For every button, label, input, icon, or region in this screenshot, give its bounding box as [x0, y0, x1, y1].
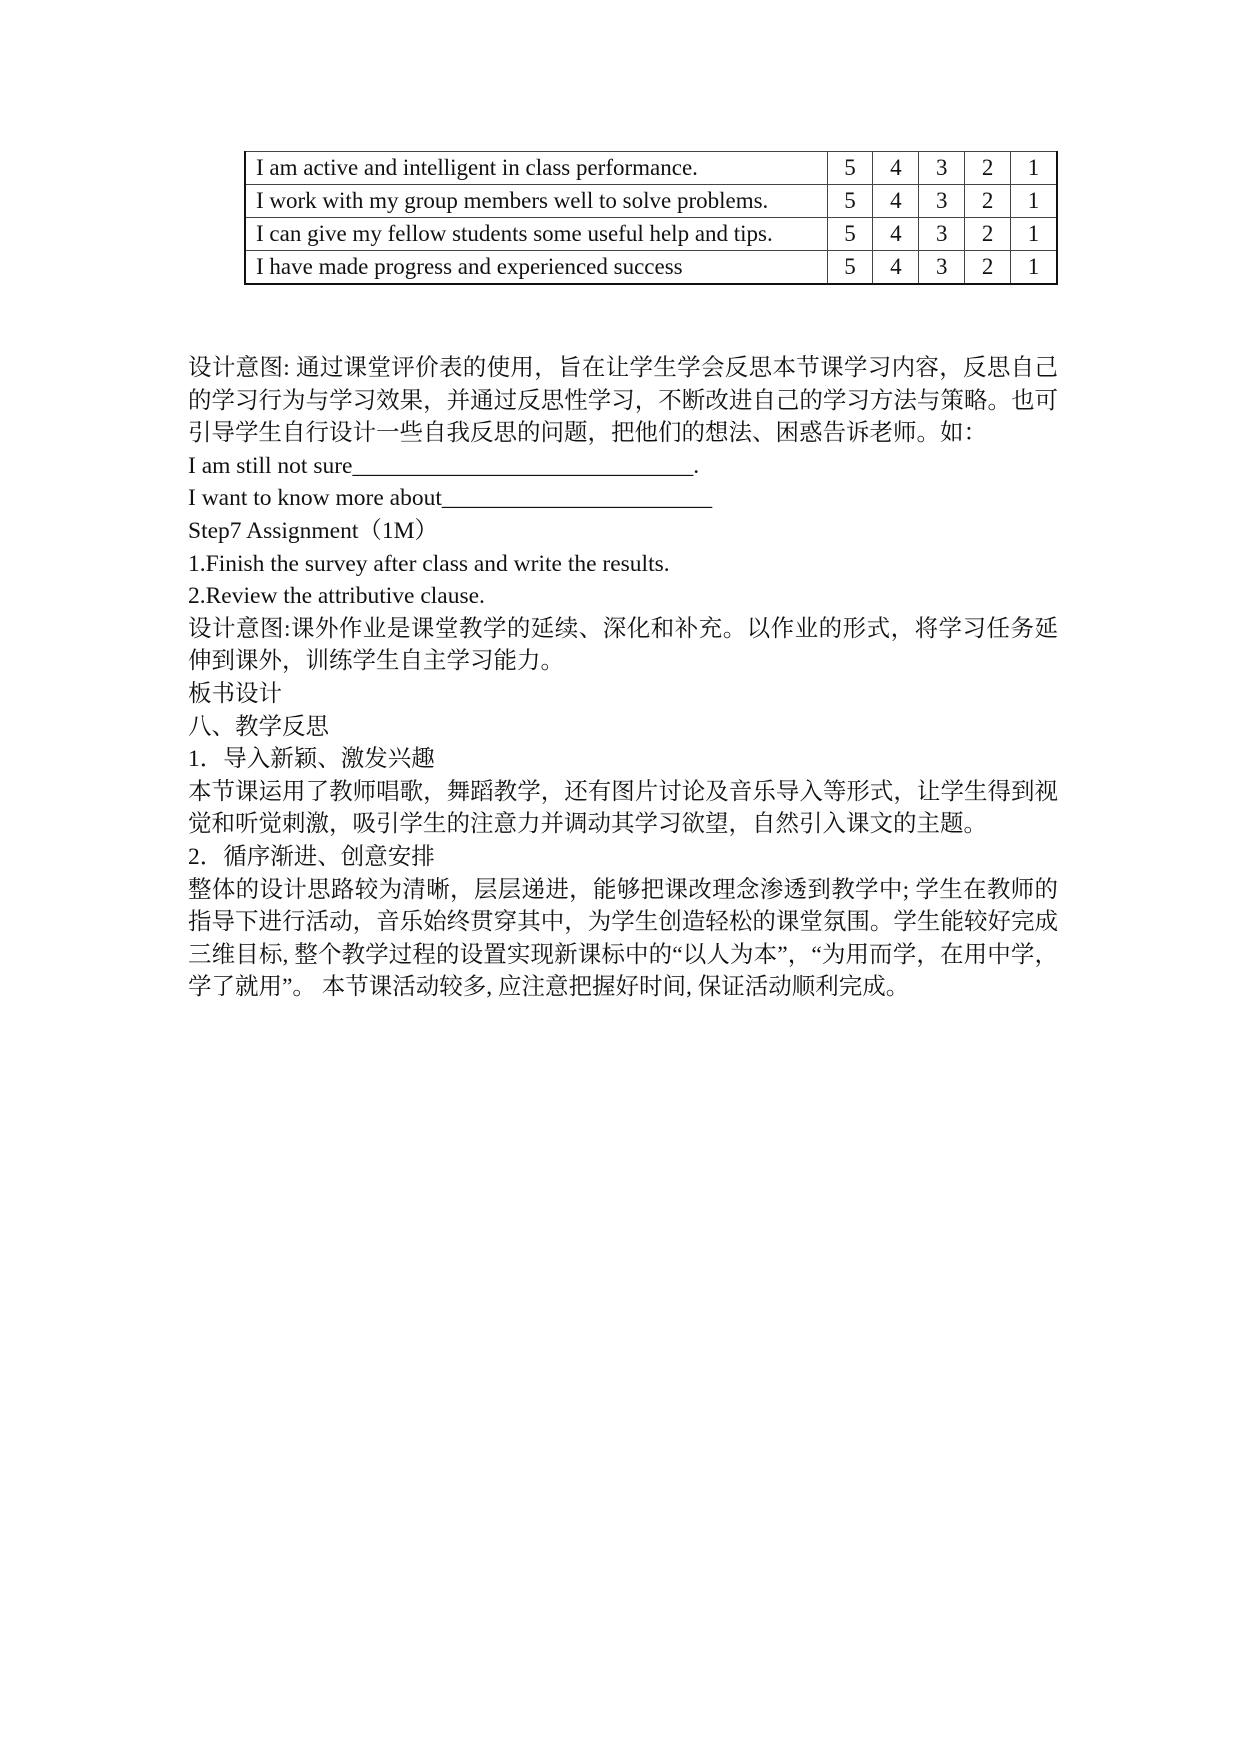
reflection-paragraph: 本节课运用了教师唱歌，舞蹈教学，还有图片讨论及音乐导入等形式，让学生得到视觉和听觉刺激，吸引学生的注意力并调动其学习欲望，自然引入课文的主题。	[188, 778, 1058, 838]
assignment-item: 2.Review the attributive clause.	[188, 583, 485, 610]
score-cell: 4	[873, 251, 919, 285]
step-heading: Step7 Assignment（1M）	[188, 517, 439, 544]
body-text	[188, 352, 1058, 1004]
statement-cell: I am active and intelligent in class performance.	[245, 152, 827, 185]
score-cell: 1	[1011, 251, 1057, 285]
score-cell: 4	[873, 218, 919, 251]
reflection-paragraph: 整体的设计思路较为清晰，层层递进，能够把课改理念渗透到教学中; 学生在教师的指导下进行活动，音乐始终贯穿其中，为学生创造轻松的课堂氛围。学生能较好完成三维目标, 整个教学过程的设置实现新课标中的“以人为本”，“为用而学，在用中学，学了就用”。 本节课活动较多, 应注意把握好时间, 保证活动顺利完成。	[188, 876, 1058, 1001]
score-cell: 3	[919, 251, 965, 285]
table-row	[245, 185, 1057, 218]
score-cell: 2	[965, 152, 1011, 185]
subsection-heading: 2．循序渐进、创意安排	[188, 843, 435, 870]
score-cell: 3	[919, 152, 965, 185]
section-heading: 八、教学反思	[188, 713, 329, 740]
statement-cell: I work with my group members well to solve problems.	[245, 185, 827, 218]
score-cell: 3	[919, 185, 965, 218]
score-cell: 5	[827, 152, 873, 185]
score-cell: 4	[873, 185, 919, 218]
self-evaluation-table	[244, 151, 1058, 285]
design-intent-paragraph: 设计意图: 通过课堂评价表的使用，旨在让学生学会反思本节课学习内容，反思自己的学习行为与学习效果，并通过反思性学习，不断改进自己的学习方法与策略。也可引导学生自行设计一些自我反思的问题，把他们的想法、困惑告诉老师。如：	[188, 355, 1058, 447]
score-cell: 4	[873, 152, 919, 185]
reflection-prompt-line: I want to know more about_______________________	[188, 485, 713, 512]
score-cell: 5	[827, 185, 873, 218]
score-cell: 1	[1011, 185, 1057, 218]
score-cell: 1	[1011, 152, 1057, 185]
statement-cell: I have made progress and experienced success	[245, 251, 827, 285]
table-row	[245, 152, 1057, 185]
score-cell: 5	[827, 251, 873, 285]
statement-cell: I can give my fellow students some useful help and tips.	[245, 218, 827, 251]
score-cell: 2	[965, 251, 1011, 285]
score-cell: 5	[827, 218, 873, 251]
score-cell: 3	[919, 218, 965, 251]
design-intent-paragraph: 设计意图:课外作业是课堂教学的延续、深化和补充。以作业的形式，将学习任务延伸到课外，训练学生自主学习能力。	[188, 615, 1058, 675]
table-row	[245, 218, 1057, 251]
section-heading: 板书设计	[188, 680, 282, 707]
table-row	[245, 251, 1057, 285]
reflection-prompt-line: I am still not sure_____________________________.	[188, 452, 700, 479]
subsection-heading: 1．导入新颖、激发兴趣	[188, 746, 435, 773]
score-cell: 1	[1011, 218, 1057, 251]
score-cell: 2	[965, 185, 1011, 218]
assignment-item: 1.Finish the survey after class and write the results.	[188, 550, 670, 577]
score-cell: 2	[965, 218, 1011, 251]
